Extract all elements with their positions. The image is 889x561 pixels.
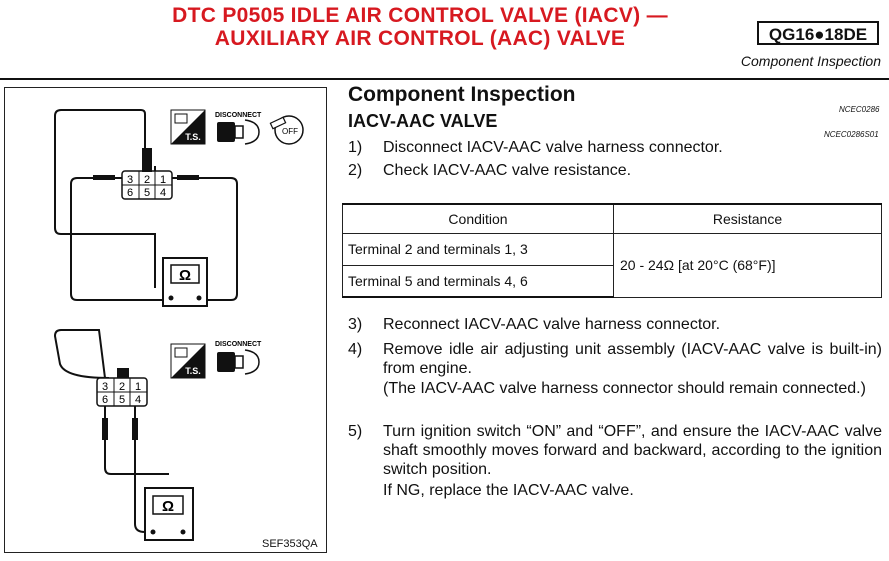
ohm-symbol-bottom: Ω <box>161 498 175 515</box>
step-text: Turn ignition switch “ON” and “OFF”, and ensure the IACV-AAC valve shaft smoothly moves forward and backward, according to the ignition switch position. <box>383 423 882 478</box>
wiring-diagram <box>5 88 328 554</box>
subsection-heading: IACV-AAC VALVE <box>348 111 498 131</box>
header-resistance: Resistance <box>614 204 882 233</box>
ts-icon-top <box>171 110 205 144</box>
page-title <box>130 4 710 50</box>
step-number: 4) <box>348 341 363 358</box>
disconnect-icon-top <box>217 120 259 144</box>
ohmmeter-top <box>163 258 207 306</box>
table-header-row <box>343 204 882 233</box>
table-row <box>343 233 882 265</box>
pin-6-b: 6 <box>101 394 109 406</box>
engine-code-badge: QG16●18DE <box>757 21 879 45</box>
inspection-figure <box>4 87 327 553</box>
pin-1-b: 1 <box>134 381 142 393</box>
step-number: 3) <box>348 316 363 333</box>
pin-5: 5 <box>143 187 151 199</box>
step-text: Check IACV-AAC valve resistance. <box>383 162 632 179</box>
pin-1: 1 <box>159 174 167 186</box>
pin-4: 4 <box>159 187 167 199</box>
connector-top <box>93 148 199 199</box>
pin-2: 2 <box>143 174 151 186</box>
ohmmeter-bottom <box>145 488 193 540</box>
header-divider <box>0 78 889 80</box>
ts-icon-bottom <box>171 344 205 378</box>
step-text: If NG, replace the IACV-AAC valve. <box>383 482 634 499</box>
condition-cell: Terminal 5 and terminals 4, 6 <box>343 265 614 297</box>
step-text: Reconnect IACV-AAC valve harness connector. <box>383 316 721 333</box>
off-label: OFF <box>282 127 298 136</box>
subheading-ref-code: NCEC0286S01 <box>824 130 879 139</box>
heading-ref-code: NCEC0286 <box>839 105 880 114</box>
resistance-cell: 20 - 24Ω [at 20°C (68°F)] <box>614 233 882 297</box>
pin-3-b: 3 <box>101 381 109 393</box>
disconnect-label-top: DISCONNECT <box>215 112 262 119</box>
resistance-table <box>342 203 882 298</box>
pin-3: 3 <box>126 174 134 186</box>
pin-2-b: 2 <box>118 381 126 393</box>
ts-label-top: T.S. <box>185 132 201 142</box>
section-tag: Component Inspection <box>740 53 881 69</box>
condition-cell: Terminal 2 and terminals 1, 3 <box>343 233 614 265</box>
ohm-symbol-top: Ω <box>178 267 192 284</box>
section-heading: Component Inspection <box>348 83 576 106</box>
step-number: 5) <box>348 423 363 440</box>
step-text: Disconnect IACV-AAC valve harness connector. <box>383 139 723 156</box>
step-number: 2) <box>348 162 363 179</box>
disconnect-icon-bottom <box>217 350 259 374</box>
pin-6: 6 <box>126 187 134 199</box>
title-line-1: DTC P0505 IDLE AIR CONTROL VALVE (IACV) — <box>172 4 668 27</box>
step-text: (The IACV-AAC valve harness connector should remain connected.) <box>383 380 866 397</box>
figure-code: SEF353QA <box>262 538 318 550</box>
ignition-key-off-icon <box>270 116 303 144</box>
ts-label-bottom: T.S. <box>185 366 201 376</box>
title-line-2: AUXILIARY AIR CONTROL (AAC) VALVE <box>214 27 626 50</box>
pin-5-b: 5 <box>118 394 126 406</box>
header-condition: Condition <box>343 204 614 233</box>
step-number: 1) <box>348 139 363 156</box>
disconnect-label-bottom: DISCONNECT <box>215 341 262 348</box>
connector-bottom <box>97 368 147 440</box>
pin-4-b: 4 <box>134 394 142 406</box>
step-text: Remove idle air adjusting unit assembly (IACV-AAC valve is built-in) from engine. <box>383 341 882 377</box>
